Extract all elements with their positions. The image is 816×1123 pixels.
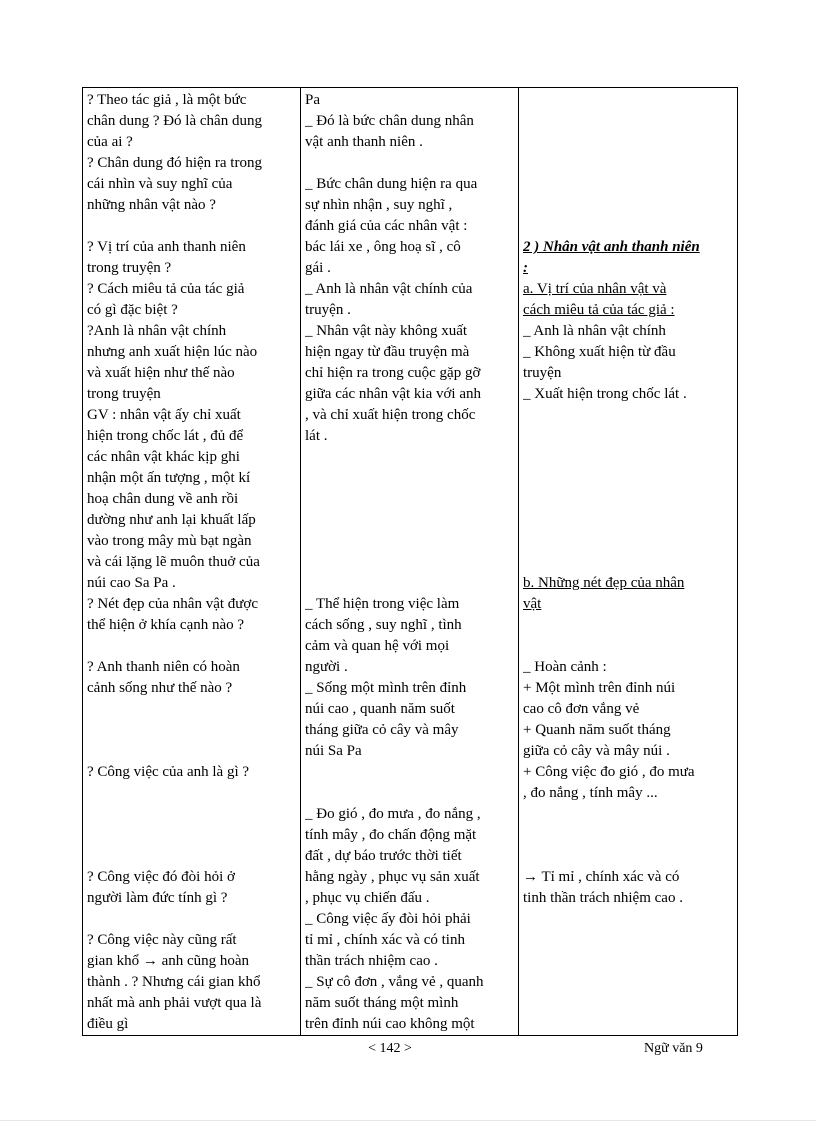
col1-line: ? Công việc đó đòi hỏi ở [87,869,235,885]
col1-line: ?Anh là nhân vật chính [87,323,227,339]
col1-line: ? Anh thanh niên có hoàn [87,659,240,675]
col2-line [305,447,514,468]
col3-line [523,489,733,510]
col2-line [305,573,514,594]
col2-line: giữa các nhân vật kia với anh [305,386,481,402]
col3-line [523,615,733,636]
col3-line [523,90,733,111]
col1-line: gian khổ → anh cũng hoàn [87,953,250,969]
col2-line [305,468,514,489]
col1-line: dường như anh lại khuất lấp [87,512,256,528]
col1-line [87,804,296,825]
col2-line: _ Nhân vật này không xuất [305,323,468,339]
col1-line [87,909,296,930]
col2-line [305,552,514,573]
col1-line [87,846,296,867]
col1-line: ? Chân dung đó hiện ra trong [87,155,262,171]
lesson-table [82,87,738,1036]
col2-line: truyện . [305,302,351,318]
col2-line: sự nhìn nhận , suy nghĩ , [305,197,453,213]
col1-line: có gì đặc biệt ? [87,302,178,318]
col3-line [523,468,733,489]
col1-line: người làm đức tính gì ? [87,890,228,906]
col2-line: năm suốt tháng một mình [305,995,459,1011]
col1-line: những nhân vật nào ? [87,197,216,213]
col2-line: _ Đo gió , đo mưa , đo nắng , [305,806,481,822]
col3-line: _ Không xuất hiện từ đầu [523,344,676,360]
col3-line [523,153,733,174]
col2-line [305,510,514,531]
col2-line: Pa [305,92,320,108]
col3-line [523,195,733,216]
col2-line: _ Sự cô đơn , vắng vẻ , quanh [305,974,484,990]
col3-line [523,132,733,153]
col1-line [87,741,296,762]
page-bottom-edge [0,1120,816,1121]
col3-line: cách miêu tả của tác giả : [523,302,675,318]
col3-line: vật [523,596,542,612]
col1-line: điều gì [87,1016,129,1032]
col2-line: hằng ngày , phục vụ sản xuất [305,869,480,885]
col3-line [523,174,733,195]
col3-line: + Quanh năm suốt tháng [523,722,671,738]
col2-line: cảm và quan hệ với mọi [305,638,450,654]
col1-line: thể hiện ở khía cạnh nào ? [87,617,245,633]
col2-line: đánh giá của các nhân vật : [305,218,468,234]
col3-line: 2 ) Nhân vật anh thanh niên [523,239,700,255]
col1-line: ? Vị trí của anh thanh niên [87,239,246,255]
col1-line: của ai ? [87,134,133,150]
col1-line: vào trong mây mù bạt ngàn [87,533,252,549]
col1-line: cảnh sống như thế nào ? [87,680,233,696]
col3-line [523,636,733,657]
col3-line [523,405,733,426]
col1-line: ? Cách miêu tả của tác giả [87,281,245,297]
col1-line: ? Theo tác giả , là một bức [87,92,247,108]
col2-line: thần trách nhiệm cao . [305,953,438,969]
col2-line: _ Công việc ấy đòi hỏi phải [305,911,471,927]
col2-line [305,531,514,552]
col1-line [87,783,296,804]
col1-line: nhận một ấn tượng , một kí [87,470,251,486]
col1-line: nhưng anh xuất hiện lúc nào [87,344,258,360]
col3-line: → Tỉ mỉ , chính xác và có [523,869,680,885]
col3-line [523,825,733,846]
col3-line: cao cô đơn vắng vẻ [523,701,640,717]
col1-line: núi cao Sa Pa . [87,575,176,591]
col3-line: giữa cỏ cây và mây núi . [523,743,670,759]
col3-line [523,510,733,531]
col2-line: , và chỉ xuất hiện trong chốc [305,407,476,423]
col1-line: và xuất hiện như thế nào [87,365,235,381]
col2-line: _ Thể hiện trong việc làm [305,596,460,612]
col1-line [87,825,296,846]
col1-line: thành . ? Nhưng cái gian khổ [87,974,261,990]
questions-column [83,88,301,1036]
col1-line: hiện trong chốc lát , đủ để [87,428,244,444]
table-row [83,88,738,1036]
col3-line: truyện [523,365,562,381]
col2-line: lát . [305,428,328,444]
col2-line: tháng giữa cỏ cây và mây [305,722,459,738]
col2-line: đất , dự báo trước thời tiết [305,848,462,864]
col1-line: cái nhìn và suy nghĩ của [87,176,233,192]
col3-line: + Một mình trên đỉnh núi [523,680,676,696]
page-number: < 142 > [368,1041,412,1056]
col1-line: ? Công việc này cũng rất [87,932,237,948]
col2-line: người . [305,659,348,675]
col2-line [305,153,514,174]
col1-line: ? Công việc của anh là gì ? [87,764,250,780]
subject-label: Ngữ văn 9 [644,1041,703,1056]
col3-line: _ Hoàn cảnh : [523,659,607,675]
col1-line: ? Nét đẹp của nhân vật được [87,596,258,612]
col3-line: + Công việc đo gió , đo mưa [523,764,695,780]
col3-line: , đo nắng , tính mây ... [523,785,658,801]
col1-line [87,720,296,741]
col3-line: _ Anh là nhân vật chính [523,323,666,339]
col2-line: gái . [305,260,331,276]
col2-line: hiện ngay từ đầu truyện mà [305,344,470,360]
col2-line: núi Sa Pa [305,743,362,759]
col2-line: tính mây , đo chấn động mặt [305,827,477,843]
col3-line: a. Vị trí của nhân vật và [523,281,667,297]
col2-line: , phục vụ chiến đấu . [305,890,430,906]
col3-line [523,447,733,468]
col2-line [305,783,514,804]
notes-column [519,88,738,1036]
col1-line [87,699,296,720]
col3-line [523,531,733,552]
col2-line: _ Bức chân dung hiện ra qua [305,176,478,192]
col1-line: trong truyện [87,386,161,402]
col2-line: tỉ mỉ , chính xác và có tinh [305,932,465,948]
col3-line: : [523,260,528,276]
col3-line [523,552,733,573]
col2-line: cách sống , suy nghĩ , tình [305,617,462,633]
col3-line [523,804,733,825]
col1-line [87,636,296,657]
col3-line: b. Những nét đẹp của nhân [523,575,685,591]
col1-line: và cái lặng lẽ muôn thuở của [87,554,260,570]
col2-line: chỉ hiện ra trong cuộc gặp gỡ [305,365,481,381]
col2-line: núi cao , quanh năm suốt [305,701,455,717]
col1-line: nhất mà anh phải vượt qua là [87,995,262,1011]
col3-line: _ Xuất hiện trong chốc lát . [523,386,687,402]
col2-line: _ Sống một mình trên đỉnh [305,680,467,696]
col2-line [305,489,514,510]
col2-line: vật anh thanh niên . [305,134,423,150]
col2-line [305,762,514,783]
col1-line: trong truyện ? [87,260,172,276]
col1-line: hoạ chân dung về anh rồi [87,491,239,507]
col3-line [523,111,733,132]
answers-column [301,88,519,1036]
col2-line: trên đỉnh núi cao không một [305,1016,475,1032]
col1-line [87,216,296,237]
col2-line: _ Anh là nhân vật chính của [305,281,473,297]
col3-line [523,216,733,237]
col3-line: tinh thần trách nhiệm cao . [523,890,683,906]
col1-line: các nhân vật khác kịp ghi [87,449,240,465]
col2-line: _ Đó là bức chân dung nhân [305,113,474,129]
col3-line [523,426,733,447]
col1-line: chân dung ? Đó là chân dung [87,113,262,129]
col2-line: bác lái xe , ông hoạ sĩ , cô [305,239,461,255]
col1-line: GV : nhân vật ấy chỉ xuất [87,407,241,423]
col3-line [523,846,733,867]
